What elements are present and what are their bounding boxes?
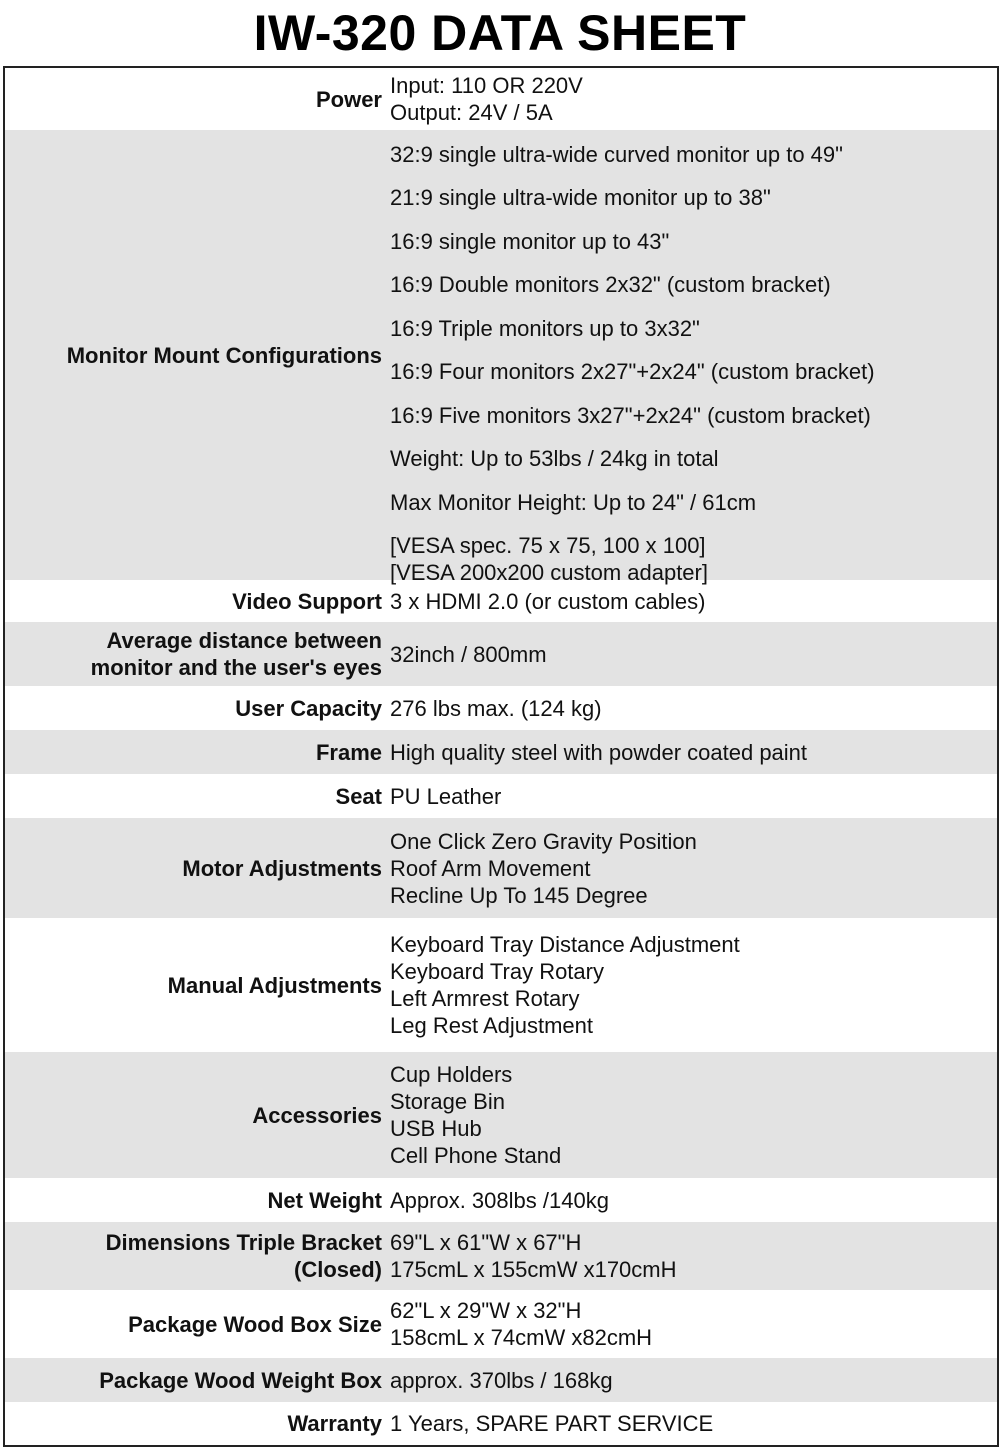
label-line: Average distance between (106, 628, 382, 653)
value-line: Keyboard Tray Distance Adjustment (390, 932, 740, 957)
table-row-warranty (5, 1402, 997, 1445)
row-value (382, 641, 997, 668)
label-text: Power (315, 86, 382, 112)
value-line: PU Leather (390, 783, 502, 809)
value-line: [VESA 200x200 custom adapter] (390, 560, 708, 585)
value-line: 276 lbs max. (124 kg) (390, 695, 602, 721)
value-line: Cell Phone Stand (390, 1143, 562, 1168)
value-line: Left Armrest Rotary (390, 986, 580, 1011)
row-value (382, 828, 997, 909)
table-row-package-weight (5, 1358, 997, 1402)
row-value (382, 1297, 997, 1351)
table-row-power (5, 68, 997, 130)
value-line: 69"L x 61"W x 67"H (390, 1230, 582, 1255)
value-line: Input: 110 OR 220V (390, 73, 583, 98)
table-row-video-support (5, 580, 997, 622)
row-label (5, 1102, 382, 1129)
label-line: (Closed) (294, 1257, 382, 1282)
row-label (5, 1311, 382, 1338)
value-line: Weight: Up to 53lbs / 24kg in total (390, 446, 719, 471)
value-line: 62"L x 29"W x 32"H (390, 1298, 582, 1323)
label-text: Seat (335, 783, 382, 809)
row-label (5, 1187, 382, 1214)
table-row-motor-adjustments (5, 818, 997, 918)
label-text: Video Support (232, 588, 382, 614)
value-line: Roof Arm Movement (390, 855, 591, 881)
row-value (382, 1367, 997, 1394)
row-value (382, 1187, 997, 1214)
value-line: Recline Up To 145 Degree (390, 882, 648, 908)
label-text: Package Wood Weight Box (99, 1367, 382, 1393)
value-line: 16:9 Five monitors 3x27"+2x24" (custom bracket) (390, 402, 871, 428)
value-line: Leg Rest Adjustment (390, 1013, 594, 1038)
row-label (5, 627, 382, 681)
value-line: One Click Zero Gravity Position (390, 828, 697, 854)
value-line: Max Monitor Height: Up to 24" / 61cm (390, 489, 757, 515)
row-value (382, 931, 997, 1039)
value-line: USB Hub (390, 1116, 482, 1141)
value-line: 16:9 Triple monitors up to 3x32" (390, 315, 700, 341)
label-text: Monitor Mount Configurations (66, 342, 382, 368)
label-text: Frame (315, 739, 382, 765)
table-row-dimensions (5, 1222, 997, 1290)
value-line: 16:9 Four monitors 2x27"+2x24" (custom bracket) (390, 359, 875, 384)
label-text: Motor Adjustments (182, 855, 382, 881)
label-text: Warranty (287, 1411, 382, 1436)
row-label (5, 695, 382, 722)
row-value (382, 124, 997, 586)
row-label (5, 1410, 382, 1437)
table-row-manual-adjustments (5, 918, 997, 1052)
row-value (382, 783, 997, 810)
row-label (5, 783, 382, 810)
value-line: 21:9 single ultra-wide monitor up to 38" (390, 185, 771, 210)
value-line: High quality steel with powder coated paint (390, 739, 808, 765)
table-row-package-box-size (5, 1290, 997, 1358)
row-value (382, 1410, 997, 1437)
row-label (5, 972, 382, 999)
row-value (382, 1061, 997, 1169)
row-label (5, 86, 382, 113)
value-line: 32inch / 800mm (390, 641, 547, 667)
value-line: Approx. 308lbs /140kg (390, 1187, 609, 1213)
row-value (382, 588, 997, 615)
value-line: Storage Bin (390, 1089, 505, 1114)
row-value (382, 695, 997, 722)
row-value (382, 1229, 997, 1283)
table-row-monitor-mount (5, 130, 997, 585)
table-row-viewing-distance (5, 622, 997, 686)
value-line: [VESA spec. 75 x 75, 100 x 100] (390, 533, 706, 558)
table-row-frame (5, 730, 997, 774)
row-label (5, 1367, 382, 1394)
table-row-accessories (5, 1052, 997, 1178)
value-line: 3 x HDMI 2.0 (or custom cables) (390, 588, 706, 614)
label-text: Manual Adjustments (167, 972, 382, 998)
page-title: IW-320 DATA SHEET (253, 5, 747, 61)
value-line: Output: 24V / 5A (390, 100, 553, 125)
row-label (5, 739, 382, 766)
row-label (5, 855, 382, 882)
value-line: Keyboard Tray Rotary (390, 959, 604, 984)
row-label (5, 588, 382, 615)
label-text: User Capacity (235, 695, 382, 721)
value-line: 175cmL x 155cmW x170cmH (390, 1257, 677, 1282)
table-row-user-capacity (5, 686, 997, 730)
row-value (382, 739, 997, 766)
row-label (5, 1229, 382, 1283)
value-line: 16:9 Double monitors 2x32" (custom bracket) (390, 272, 831, 297)
row-label (5, 342, 382, 369)
data-sheet-table (3, 66, 999, 1447)
label-text: Accessories (252, 1102, 382, 1128)
label-text: Net Weight (267, 1187, 382, 1213)
table-row-net-weight (5, 1178, 997, 1222)
table-row-seat (5, 774, 997, 818)
value-line: 158cmL x 74cmW x82cmH (390, 1325, 653, 1350)
label-line: monitor and the user's eyes (90, 655, 382, 680)
row-value (382, 72, 997, 126)
value-line: 16:9 single monitor up to 43" (390, 228, 670, 254)
value-line: 1 Years, SPARE PART SERVICE (390, 1411, 714, 1436)
value-line: Cup Holders (390, 1062, 513, 1087)
value-line: 32:9 single ultra-wide curved monitor up to 49" (390, 141, 843, 167)
label-line: Dimensions Triple Bracket (105, 1230, 382, 1255)
value-line: approx. 370lbs / 168kg (390, 1367, 613, 1393)
label-text: Package Wood Box Size (128, 1311, 382, 1337)
